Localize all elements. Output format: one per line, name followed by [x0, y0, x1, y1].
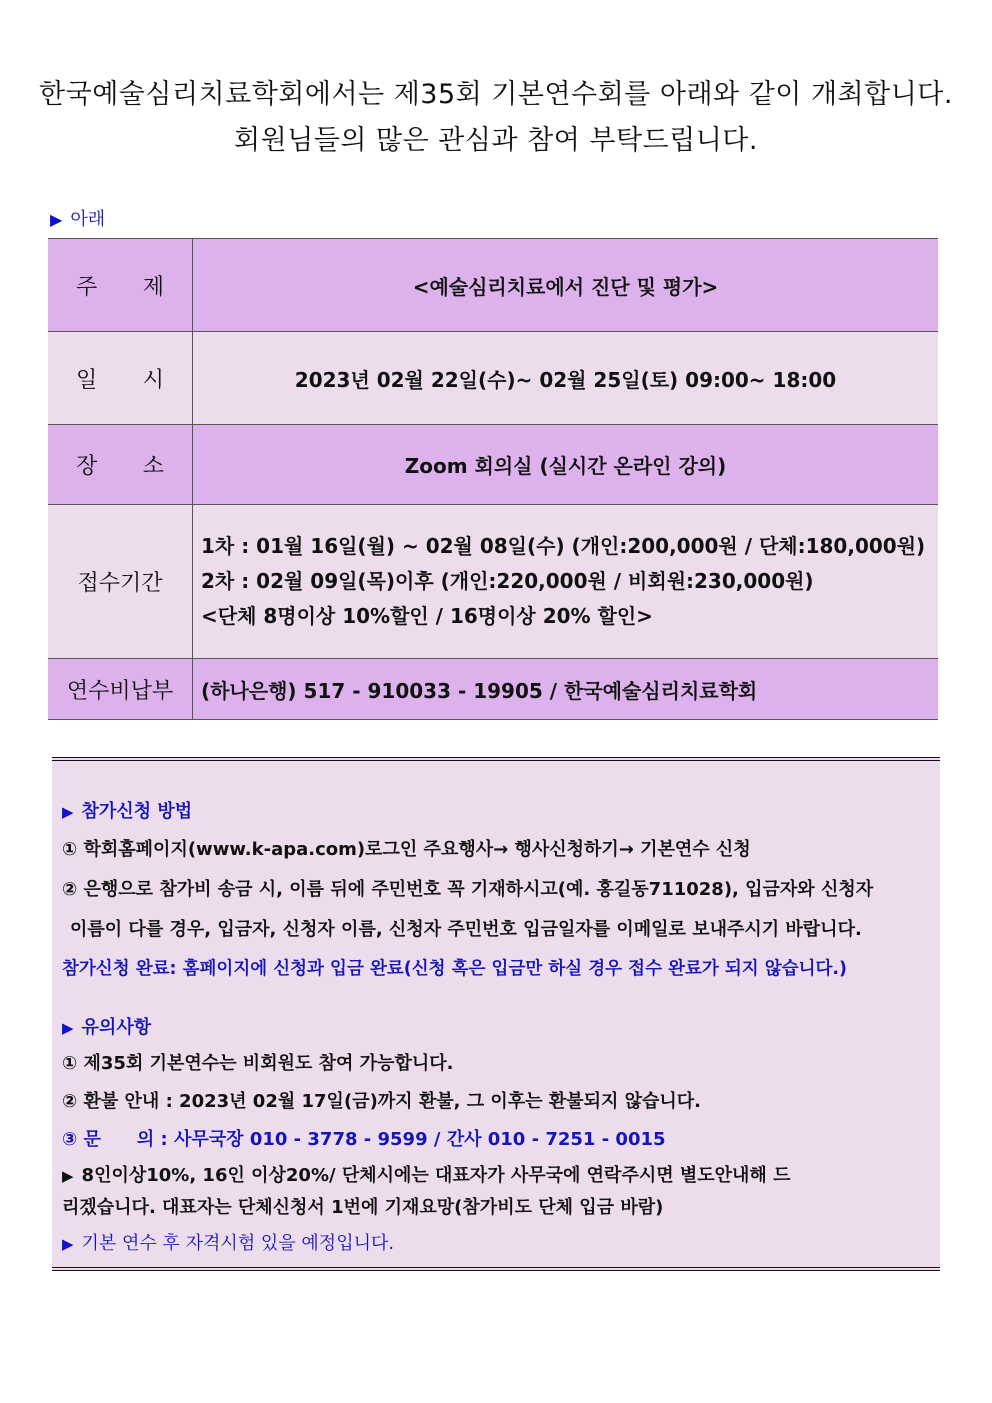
apply-step-2b: 이름이 다를 경우, 입금자, 신청자 이름, 신청자 주민번호 입금일자를 이메일로 보내주시기 바랍니다.: [70, 919, 862, 940]
registration-line-2: 2차 : 02월 09일(목)이후 (개인:220,000원 / 비회원:230,000원): [201, 569, 814, 593]
intro-line-1: 한국예술심리치료학회에서는 제35회 기본연수회를 아래와 같이 개최합니다.: [39, 79, 953, 110]
caution-title: ▶ 유의사항: [62, 1017, 152, 1038]
row-topic: [48, 239, 938, 332]
registration-label: 접수기간: [48, 505, 193, 659]
apply-step-2a: ② 은행으로 참가비 송금 시, 이름 뒤에 주민번호 꼭 기재하시고(예. 홍길동711028), 입금자와 신청자: [62, 879, 874, 900]
notice-box: [52, 757, 940, 1271]
payment-value: (하나은행) 517 - 910033 - 19905 / 한국예술심리치료학회: [193, 659, 939, 720]
registration-line-1: 1차 : 01월 16일(월) ~ 02월 08일(수) (개인:200,000원 / 단체:180,000원): [201, 534, 926, 558]
section-label-text: 아래: [70, 209, 106, 230]
topic-value: <예술심리치료에서 진단 및 평가>: [193, 239, 939, 332]
info-table: [48, 238, 938, 720]
caution-2: ② 환불 안내 : 2023년 02월 17일(금)까지 환불, 그 이후는 환불되지 않습니다.: [62, 1091, 702, 1112]
triangle-icon: ▶: [62, 1235, 74, 1253]
datetime-label: 일 시: [48, 332, 193, 425]
apply-step-1: ① 학회홈페이지(www.k-apa.com)로그인 주요행사→ 행사신청하기→ 기본연수 신청: [62, 839, 751, 860]
payment-label: 연수비납부: [48, 659, 193, 720]
triangle-icon: ▶: [50, 210, 63, 229]
group-discount-b: 리겠습니다. 대표자는 단체신청서 1번에 기재요망(참가비도 단체 입금 바람): [62, 1197, 664, 1218]
row-place: [48, 425, 938, 505]
triangle-icon: ▶: [62, 1167, 74, 1185]
place-value: Zoom 회의실 (실시간 온라인 강의): [193, 425, 939, 505]
apply-complete: 참가신청 완료: 홈페이지에 신청과 입금 완료(신청 혹은 입금만 하실 경우 접수 완료가 되지 않습니다.): [62, 959, 848, 979]
registration-line-3: <단체 8명이상 10%할인 / 16명이상 20% 할인>: [201, 604, 653, 628]
topic-label: 주 제: [48, 239, 193, 332]
triangle-icon: ▶: [62, 1019, 74, 1037]
datetime-value: 2023년 02월 22일(수)~ 02월 25일(토) 09:00~ 18:00: [193, 332, 939, 425]
triangle-icon: ▶: [62, 803, 74, 821]
row-registration: [48, 505, 938, 659]
row-datetime: [48, 332, 938, 425]
intro-line-2: 회원님들의 많은 관심과 참여 부탁드립니다.: [234, 125, 758, 156]
caution-3-contact: ③ 문 의 : 사무국장 010 - 3778 - 9599 / 간사 010 - 7251 - 0015: [62, 1129, 666, 1150]
section-label: [50, 205, 105, 231]
apply-title: ▶ 참가신청 방법: [62, 801, 193, 822]
registration-value: [193, 505, 939, 659]
exam-notice: ▶ 기본 연수 후 자격시험 있을 예정입니다.: [62, 1233, 395, 1254]
place-label: 장 소: [48, 425, 193, 505]
caution-1: ① 제35회 기본연수는 비회원도 참여 가능합니다.: [62, 1053, 454, 1074]
intro: [0, 72, 992, 164]
row-payment: [48, 659, 938, 720]
group-discount-a: ▶ 8인이상10%, 16인 이상20%/ 단체시에는 대표자가 사무국에 연락주시면 별도안내해 드: [62, 1165, 791, 1186]
